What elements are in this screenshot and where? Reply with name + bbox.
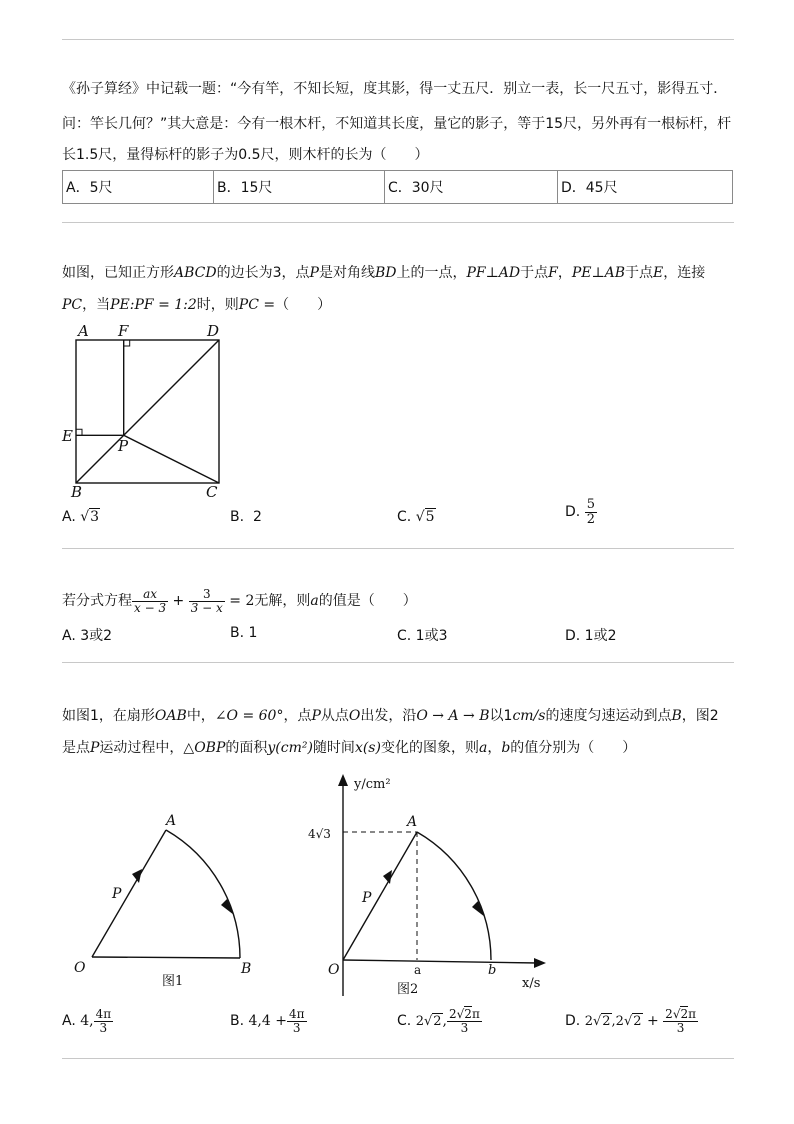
radius-oa [92, 830, 166, 957]
q4-line-2: 是点P运动过程中，△OBP的面积y(cm²)随时间x(s)变化的图象，则a，b的值分别为（ ） [62, 740, 637, 756]
q4-figure-1-sector [60, 805, 275, 990]
separator-q1 [62, 222, 734, 223]
q4-option-b[interactable]: B. 4,4 + $\frac{4\pi}{3}$ [230, 1007, 305, 1035]
q1-option-d[interactable]: D．45尺 [558, 171, 733, 204]
q4-figure-2-graph [300, 770, 560, 998]
fig1-label-o: O [74, 960, 86, 976]
right-angle-e [76, 429, 82, 435]
q2-option-d[interactable]: D. $\frac{5}{2}$ [565, 497, 595, 527]
right-angle-f [124, 340, 130, 346]
q1-options-table [62, 170, 733, 204]
graph-segment-oa [343, 832, 417, 960]
diagonal-bd [76, 340, 219, 483]
x-axis-arrow-icon [534, 958, 546, 968]
arrow-on-graph-arc [472, 901, 485, 917]
separator-q3 [62, 662, 734, 663]
q1-line-3: 长1.5尺，量得标杆的影子为0.5尺，则木杆的长为（ ） [62, 147, 429, 163]
fig2-label-o: O [328, 962, 340, 978]
label-f: F [118, 322, 129, 340]
q3-option-c[interactable]: C. 1或3 [397, 628, 448, 644]
label-d: D [207, 322, 220, 340]
arrow-on-arc [221, 899, 234, 915]
separator-q4 [62, 1058, 734, 1059]
label-c: C [206, 483, 218, 500]
q3-option-d[interactable]: D. 1或2 [565, 628, 617, 644]
label-e: E [62, 427, 73, 445]
q3-option-b[interactable]: B. 1 [230, 625, 258, 641]
x-axis-label: x/s [522, 976, 541, 991]
arc-ab [166, 830, 240, 958]
segment-pc [124, 435, 219, 483]
radius-ob [92, 957, 240, 958]
label-b: B [71, 483, 83, 500]
q3-option-a[interactable]: A. 3或2 [62, 628, 113, 644]
fig2-label-p: P [362, 890, 372, 906]
q1-line-1: 《孙子算经》中记载一题：“今有竿，不知长短，度其影，得一丈五尺．别立一表，长一尺五寸，影得五寸． [62, 81, 728, 97]
q2-option-c[interactable]: C. √5 [397, 509, 435, 525]
label-a: A [78, 322, 89, 340]
q4-option-d[interactable]: D. 2√2,2√2 + $\frac{2√2\pi}{3}$ [565, 1007, 696, 1035]
q4-option-c[interactable]: C. 2√2, $\frac{2√2\pi}{3}$ [397, 1007, 480, 1035]
q1-option-b[interactable]: B．15尺 [214, 171, 385, 204]
q3-equation-line: 若分式方程 $\frac{ax}{x - 3}$ + $\frac{3}{3 - x}$ = 2无解，则a的值是（ ） [62, 586, 417, 615]
q2-option-a[interactable]: A. √3 [62, 509, 100, 525]
fig1-label-a: A [166, 813, 177, 829]
fig1-label-b: B [241, 961, 252, 977]
separator-top [62, 39, 734, 40]
q1-line-2: 问：竿长几何？”其大意是：今有一根木杆，不知道其长度，量它的影子，等于15尺，另外再有一根标杆，杆 [62, 116, 732, 132]
x-tick-b: b [488, 963, 497, 978]
x-axis [343, 960, 538, 963]
fig2-label-a-point: A [407, 814, 418, 830]
label-p: P [118, 437, 129, 455]
q2-line-1: 如图，已知正方形ABCD的边长为3，点P是对角线BD上的一点，PF⊥AD于点F，PE⊥AB于点E，连接 [62, 265, 706, 281]
q4-line-1: 如图1，在扇形OAB中，∠O = 60°，点P从点O出发，沿O → A → B以1cm/s的速度匀速运动到点B，图2 [62, 708, 719, 724]
fig1-label-p: P [112, 886, 122, 902]
separator-q2 [62, 548, 734, 549]
fig2-caption: 图2 [397, 982, 419, 997]
y-axis-arrow-icon [338, 774, 348, 786]
q4-option-a[interactable]: A. 4, $\frac{4\pi}{3}$ [62, 1007, 112, 1035]
q1-option-c[interactable]: C．30尺 [385, 171, 558, 204]
fig1-caption: 图1 [162, 974, 184, 989]
q1-option-a[interactable]: A．5尺 [63, 171, 214, 204]
y-axis-label: y/cm² [354, 777, 391, 792]
y-tick-label: 4√3 [308, 827, 331, 841]
x-tick-a: a [414, 963, 422, 977]
q2-square-figure [60, 322, 230, 500]
graph-arc [417, 832, 491, 960]
q2-option-b[interactable]: B. 2 [230, 509, 262, 525]
q2-line-2: PC，当PE:PF = 1:2时，则PC =（ ） [62, 297, 332, 313]
